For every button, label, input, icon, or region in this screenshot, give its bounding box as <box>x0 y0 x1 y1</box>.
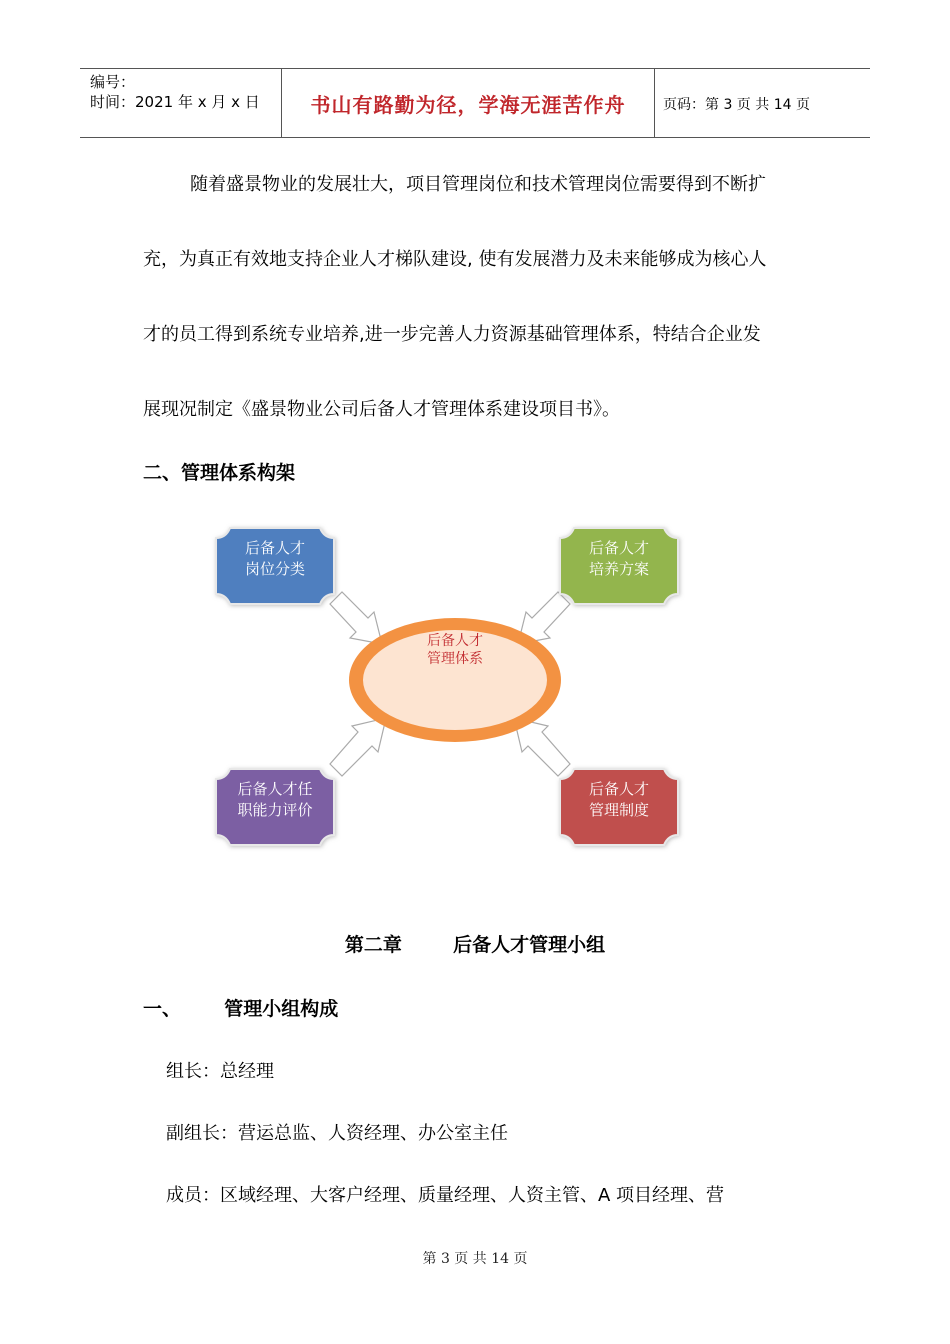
page-footer: 第 3 页 共 14 页 <box>422 1251 528 1267</box>
page-header <box>80 68 870 138</box>
header-time-label: 时间：2021 年 x 月 x 日 <box>90 93 260 111</box>
box-competency-evaluation-label <box>210 779 340 821</box>
box-label-line: 职能力评价 <box>237 801 313 819</box>
center-label <box>395 632 515 668</box>
header-page-info: 页码：第 3 页 共 14 页 <box>663 97 810 113</box>
member-list: 成员：区域经理、大客户经理、质量经理、人资主管、A 项目经理、营 <box>166 1185 725 1206</box>
header-right-cell <box>655 69 870 137</box>
arrow-top-left <box>330 592 382 644</box>
box-label-line: 后备人才 <box>588 780 649 798</box>
box-position-classification-label <box>210 538 340 580</box>
management-system-diagram <box>200 512 700 862</box>
intro-line-3: 才的员工得到系统专业培养,进一步完善人力资源基础管理体系，特结合企业发 <box>143 324 761 345</box>
member-deputy: 副组长：营运总监、人资经理、办公室主任 <box>166 1123 508 1144</box>
center-label-line-1: 后备人才 <box>427 633 483 649</box>
intro-line-4: 展现况制定《盛景物业公司后备人才管理体系建设项目书》。 <box>143 399 620 420</box>
box-label-line: 后备人才 <box>244 539 305 557</box>
arrow-bottom-left <box>330 718 386 776</box>
intro-line-1: 随着盛景物业的发展壮大，项目管理岗位和技术管理岗位需要得到不断扩 <box>190 174 766 195</box>
subheading-number: 一、 <box>143 998 182 1020</box>
intro-line-2: 充，为真正有效地支持企业人才梯队建设, 使有发展潜力及未来能够成为核心人 <box>143 249 767 270</box>
section-heading: 二、管理体系构架 <box>143 462 296 484</box>
box-label-line: 岗位分类 <box>244 560 305 578</box>
chapter-name: 后备人才管理小组 <box>453 934 606 956</box>
header-code-label: 编号： <box>90 73 136 91</box>
subheading-title: 管理小组构成 <box>224 998 339 1020</box>
header-middle-cell <box>282 69 655 137</box>
header-motto: 书山有路勤为径，学海无涯苦作舟 <box>310 93 626 117</box>
box-label-line: 后备人才 <box>588 539 649 557</box>
subheading <box>143 994 338 1021</box>
box-label-line: 培养方案 <box>588 560 649 578</box>
header-left-cell <box>80 69 282 137</box>
box-training-plan-label <box>554 538 684 580</box>
chapter-title <box>0 930 950 957</box>
chapter-number: 第二章 <box>344 934 402 956</box>
box-label-line: 后备人才任 <box>237 780 313 798</box>
member-leader: 组长：总经理 <box>166 1061 274 1082</box>
box-management-rules-label <box>554 779 684 821</box>
center-label-line-2: 管理体系 <box>427 651 483 667</box>
box-label-line: 管理制度 <box>588 801 649 819</box>
